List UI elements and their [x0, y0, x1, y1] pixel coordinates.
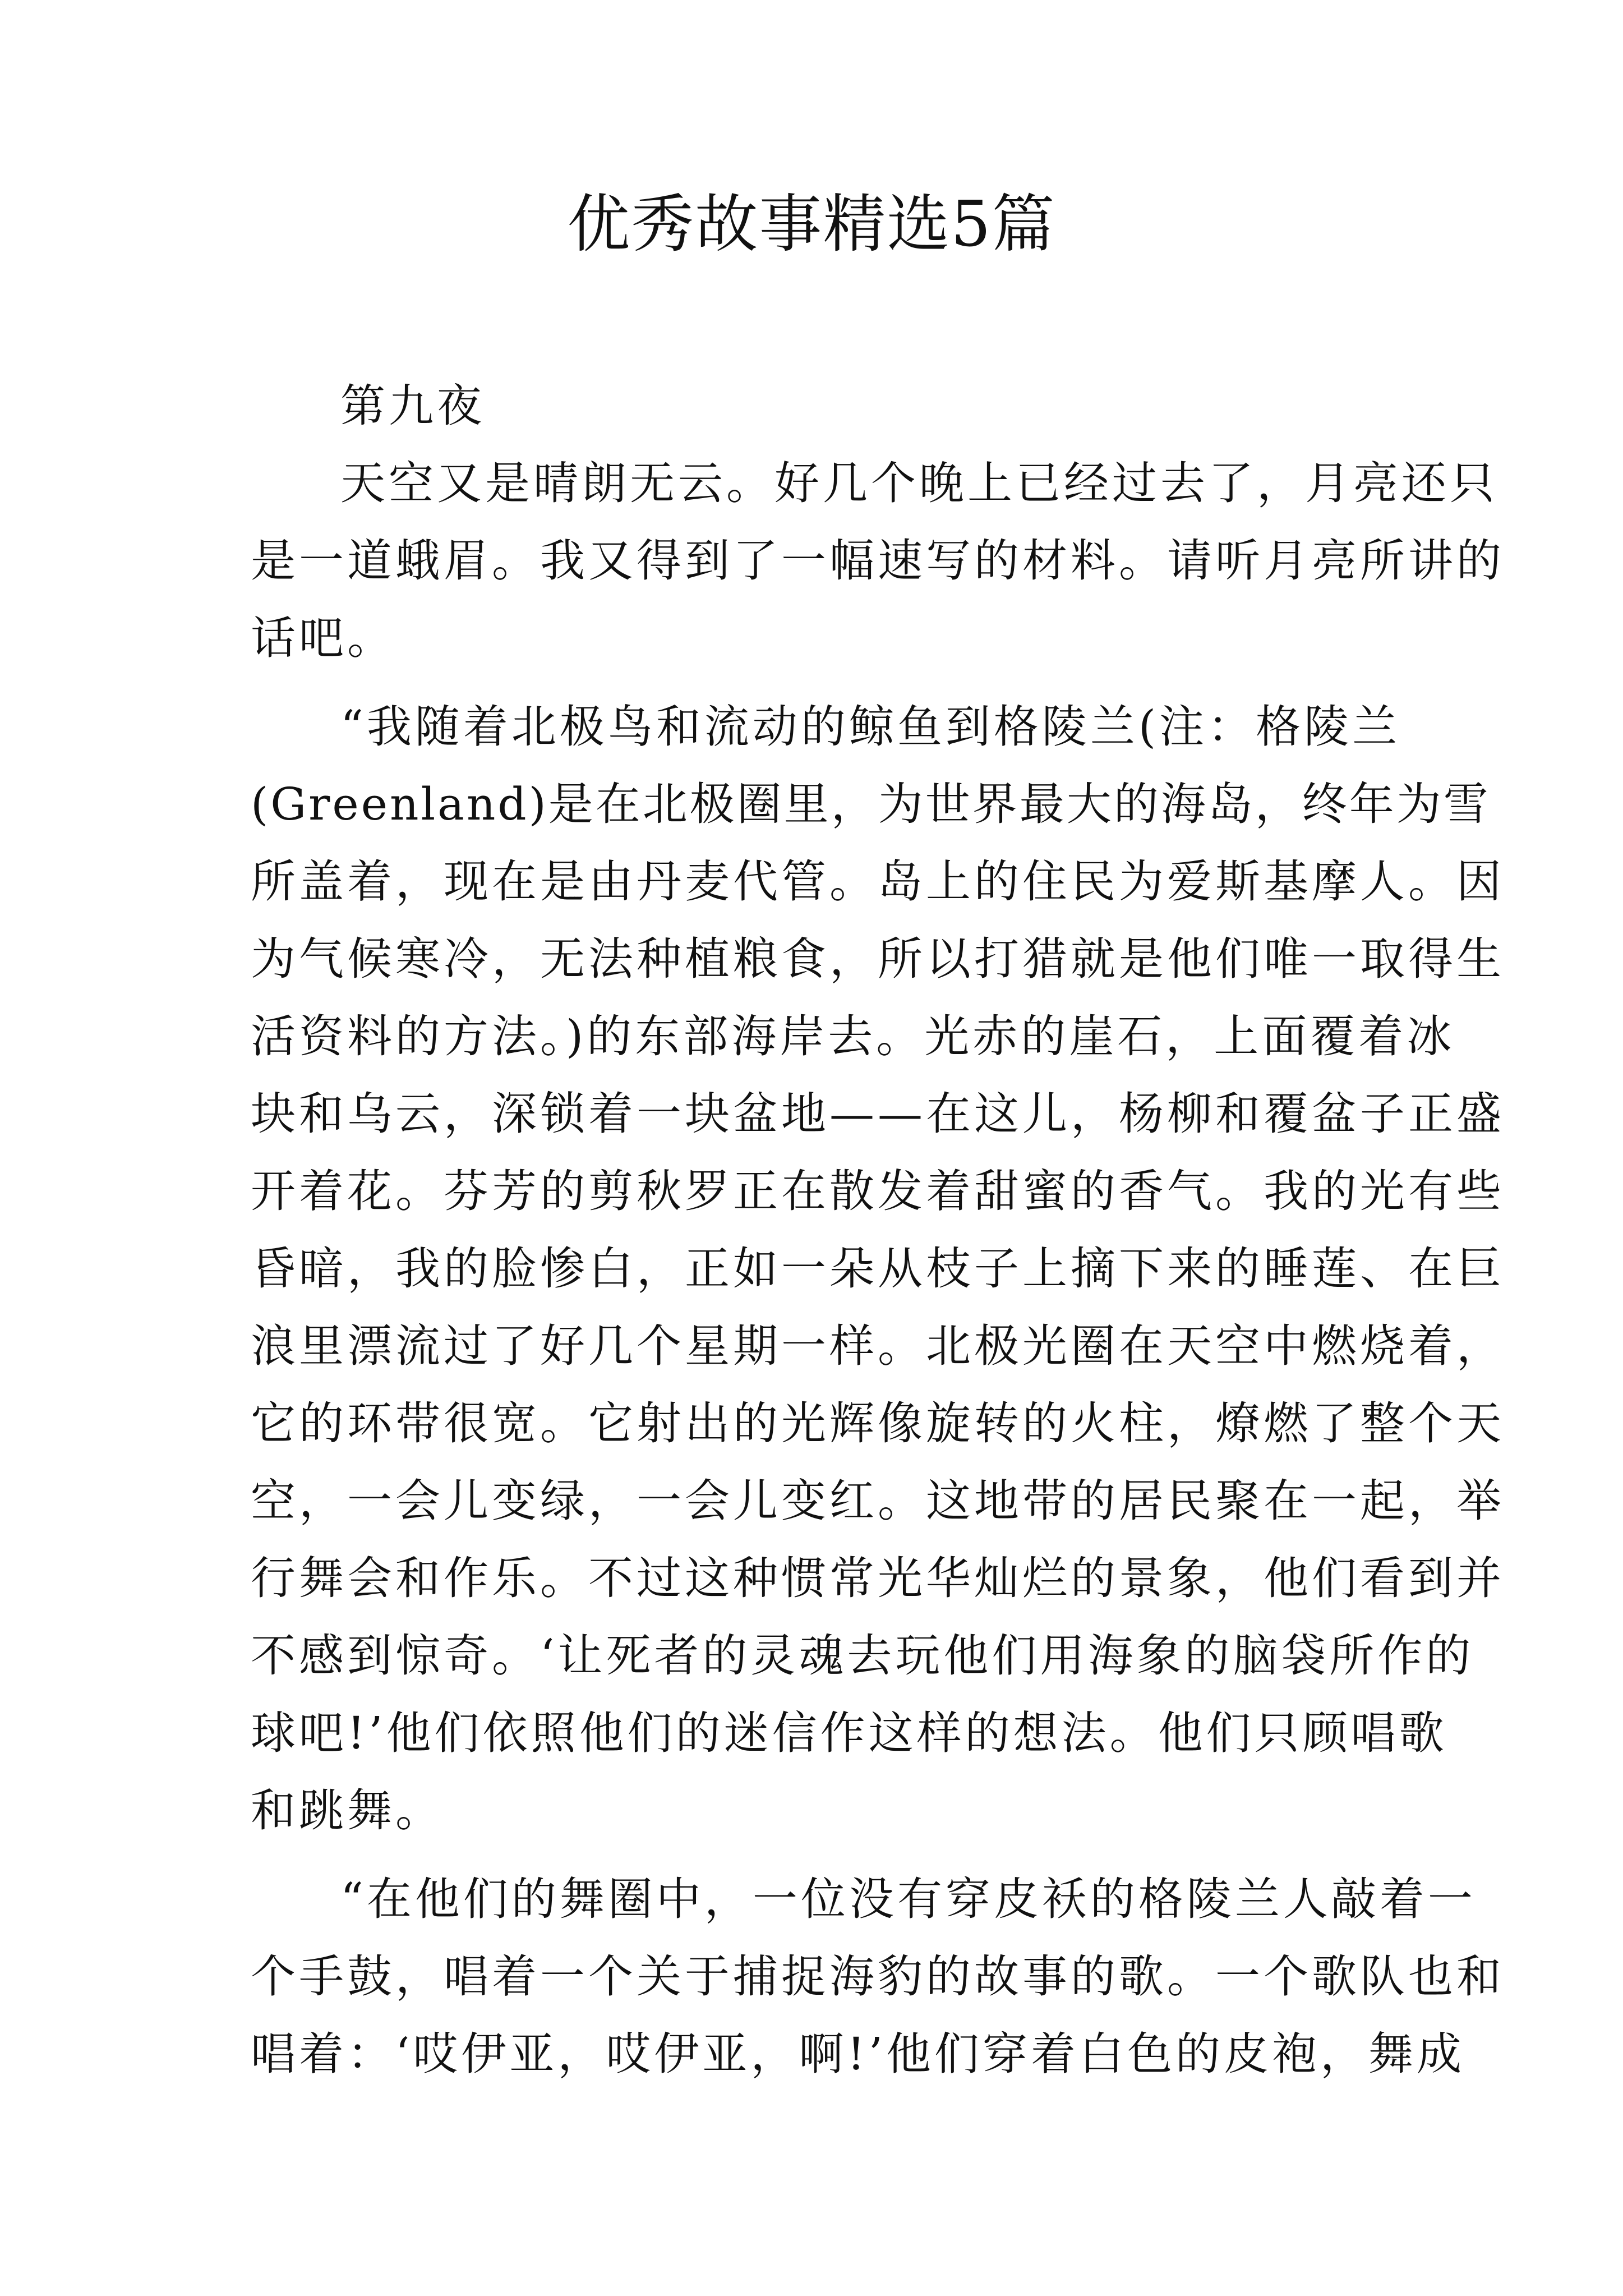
paragraph-line: (Greenland)是在北极圈里，为世界最大的海岛，终年为雪	[251, 778, 1491, 830]
paragraph-line: 天空又是晴朗无云。好几个晚上已经过去了，月亮还只	[340, 457, 1498, 509]
paragraph-line: 它的环带很宽。它射出的光辉像旋转的火柱，燎燃了整个天	[251, 1397, 1505, 1450]
paragraph-line: 开着花。芬芳的剪秋罗正在散发着甜蜜的香气。我的光有些	[251, 1165, 1505, 1217]
document-body	[251, 367, 1505, 2093]
paragraph-line: 空，一会儿变绿，一会儿变红。这地带的居民聚在一起，举	[251, 1475, 1505, 1527]
paragraph-line: 为气候寒冷，无法种植粮食，所以打猎就是他们唯一取得生	[251, 933, 1505, 985]
paragraph-line: 昏暗，我的脸惨白，正如一朵从枝子上摘下来的睡莲、在巨	[251, 1243, 1505, 1295]
paragraph-line: 是一道蛾眉。我又得到了一幅速写的材料。请听月亮所讲的	[251, 535, 1505, 587]
paragraph-line: 块和乌云，深锁着一块盆地——在这儿，杨柳和覆盆子正盛	[251, 1088, 1505, 1140]
paragraph-line: 话吧。	[251, 612, 395, 664]
paragraph-line: 行舞会和作乐。不过这种惯常光华灿烂的景象，他们看到并	[251, 1552, 1505, 1604]
paragraph-line: 所盖着，现在是由丹麦代管。岛上的住民为爱斯基摩人。因	[251, 855, 1505, 908]
paragraph-line: 和跳舞。	[251, 1784, 444, 1837]
paragraph-line: “我随着北极鸟和流动的鲸鱼到格陵兰(注：格陵兰	[340, 701, 1401, 753]
paragraph-line: 活资料的方法。)的东部海岸去。光赤的崖石，上面覆着冰	[251, 1010, 1455, 1062]
paragraph-line: 球吧!’他们依照他们的迷信作这样的想法。他们只顾唱歌	[251, 1707, 1447, 1759]
document-title: 优秀故事精选5篇	[567, 188, 1056, 261]
paragraph-line: 不感到惊奇。‘让死者的灵魂去玩他们用海象的脑袋所作的	[251, 1630, 1474, 1682]
paragraph-line: 浪里漂流过了好几个星期一样。北极光圈在天空中燃烧着，	[251, 1320, 1505, 1372]
paragraph-line: 唱着：‘哎伊亚，哎伊亚，啊!’他们穿着白色的皮袍，舞成	[251, 2028, 1465, 2080]
paragraph-line: “在他们的舞圈中，一位没有穿皮袄的格陵兰人敲着一	[340, 1873, 1476, 1925]
paragraph-line: 个手鼓，唱着一个关于捕捉海豹的故事的歌。一个歌队也和	[251, 1950, 1505, 2003]
section-heading: 第九夜	[340, 380, 485, 432]
